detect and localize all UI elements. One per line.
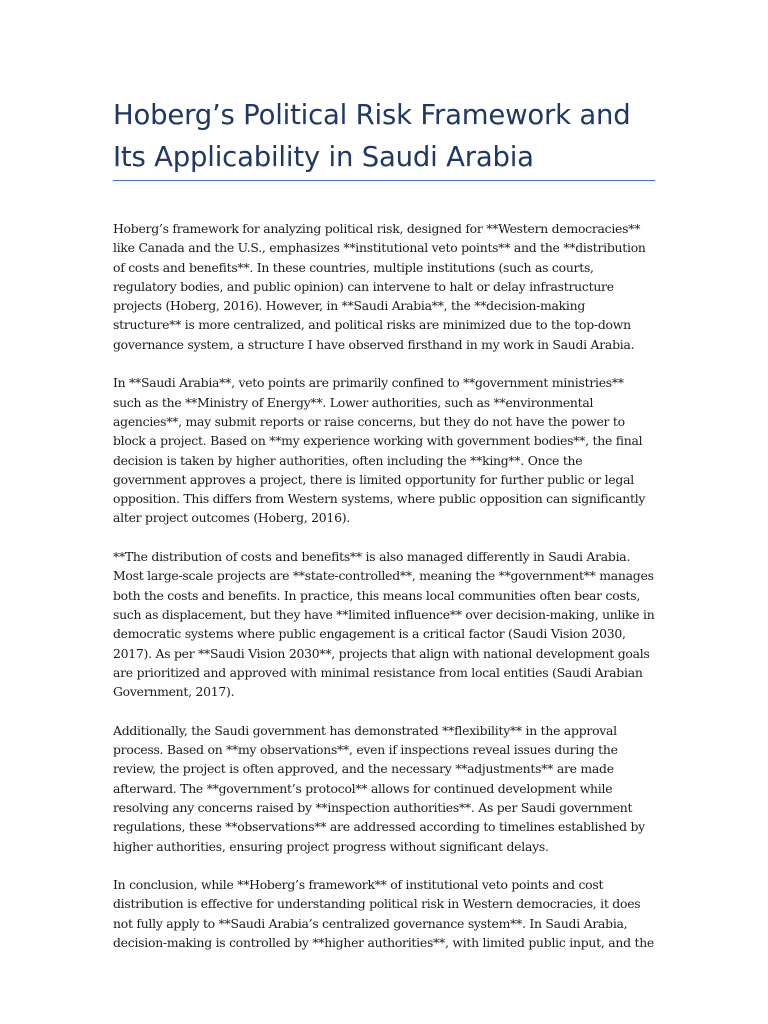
title-underline xyxy=(113,180,655,181)
document-body xyxy=(113,219,655,972)
document-title xyxy=(113,94,673,178)
title-line-2: Its Applicability in Saudi Arabia xyxy=(113,141,534,173)
paragraph-flexibility: Additionally, the Saudi government has demonstrated **flexibility** in the approval process. Based on **my observations**, even if inspections reveal issues during the review, the project is often approved, and the necessary **adjustments** are made afterward. The **government’s protocol** allows for continued development while resolving any concerns raised by **inspection authorities**. As per Saudi government regulations, these **observations** are addressed according to timelines established by higher authorities, ensuring project progress without significant delays. xyxy=(113,722,645,854)
paragraph-veto-points-intro: Hoberg’s framework for analyzing political risk, designed for **Western democracies** like Canada and the U.S., emphasizes **institutional veto points** and the **distribution of costs and benefits**. In these countries, multiple institutions (such as courts, regulatory bodies, and public opinion) can intervene to halt or delay infrastructure projects (Hoberg, 2016). However, in **Saudi Arabia**, the **decision-making structure** is more centralized, and political risks are minimized due to the top-down governance system, a structure I have observed firsthand in my work in Saudi Arabia. xyxy=(113,221,646,352)
title-line-1: Hoberg’s Political Risk Framework and xyxy=(113,99,631,131)
paragraph-costs-benefits: **The distribution of costs and benefits** is also managed differently in Saudi Arabia. Most large-scale projects are **state-controlled**, meaning the **government** manages both the costs and benefits. In practice, this means local communities often bear costs, such as displacement, but they have **limited influence** over decision-making, unlike in democratic systems where public engagement is a critical factor (Saudi Vision 2030, 2017). As per **Saudi Vision 2030**, projects that align with national development goals are prioritized and approved with minimal resistance from local entities (Saudi Arabian Government, 2017). xyxy=(113,549,655,700)
paragraph-conclusion: In conclusion, while **Hoberg’s framework** of institutional veto points and cost distribution is effective for understanding political risk in Western democracies, it does not fully apply to **Saudi Arabia’s centralized governance system**. In Saudi Arabia, decision-making is controlled by **higher authorities**, with limited public input, and the xyxy=(113,877,655,950)
paragraph-veto-points-saudi: In **Saudi Arabia**, veto points are primarily confined to **government ministries** such as the **Ministry of Energy**. Lower authorities, such as **environmental agencies**, may submit reports or raise concerns, but they do not have the power to block a project. Based on **my experience working with government bodies**, the final decision is taken by higher authorities, often including the **king**. Once the government approves a project, there is limited opportunity for further public or legal opposition. This differs from Western systems, where public opposition can significantly alter project outcomes (Hoberg, 2016). xyxy=(113,375,646,526)
